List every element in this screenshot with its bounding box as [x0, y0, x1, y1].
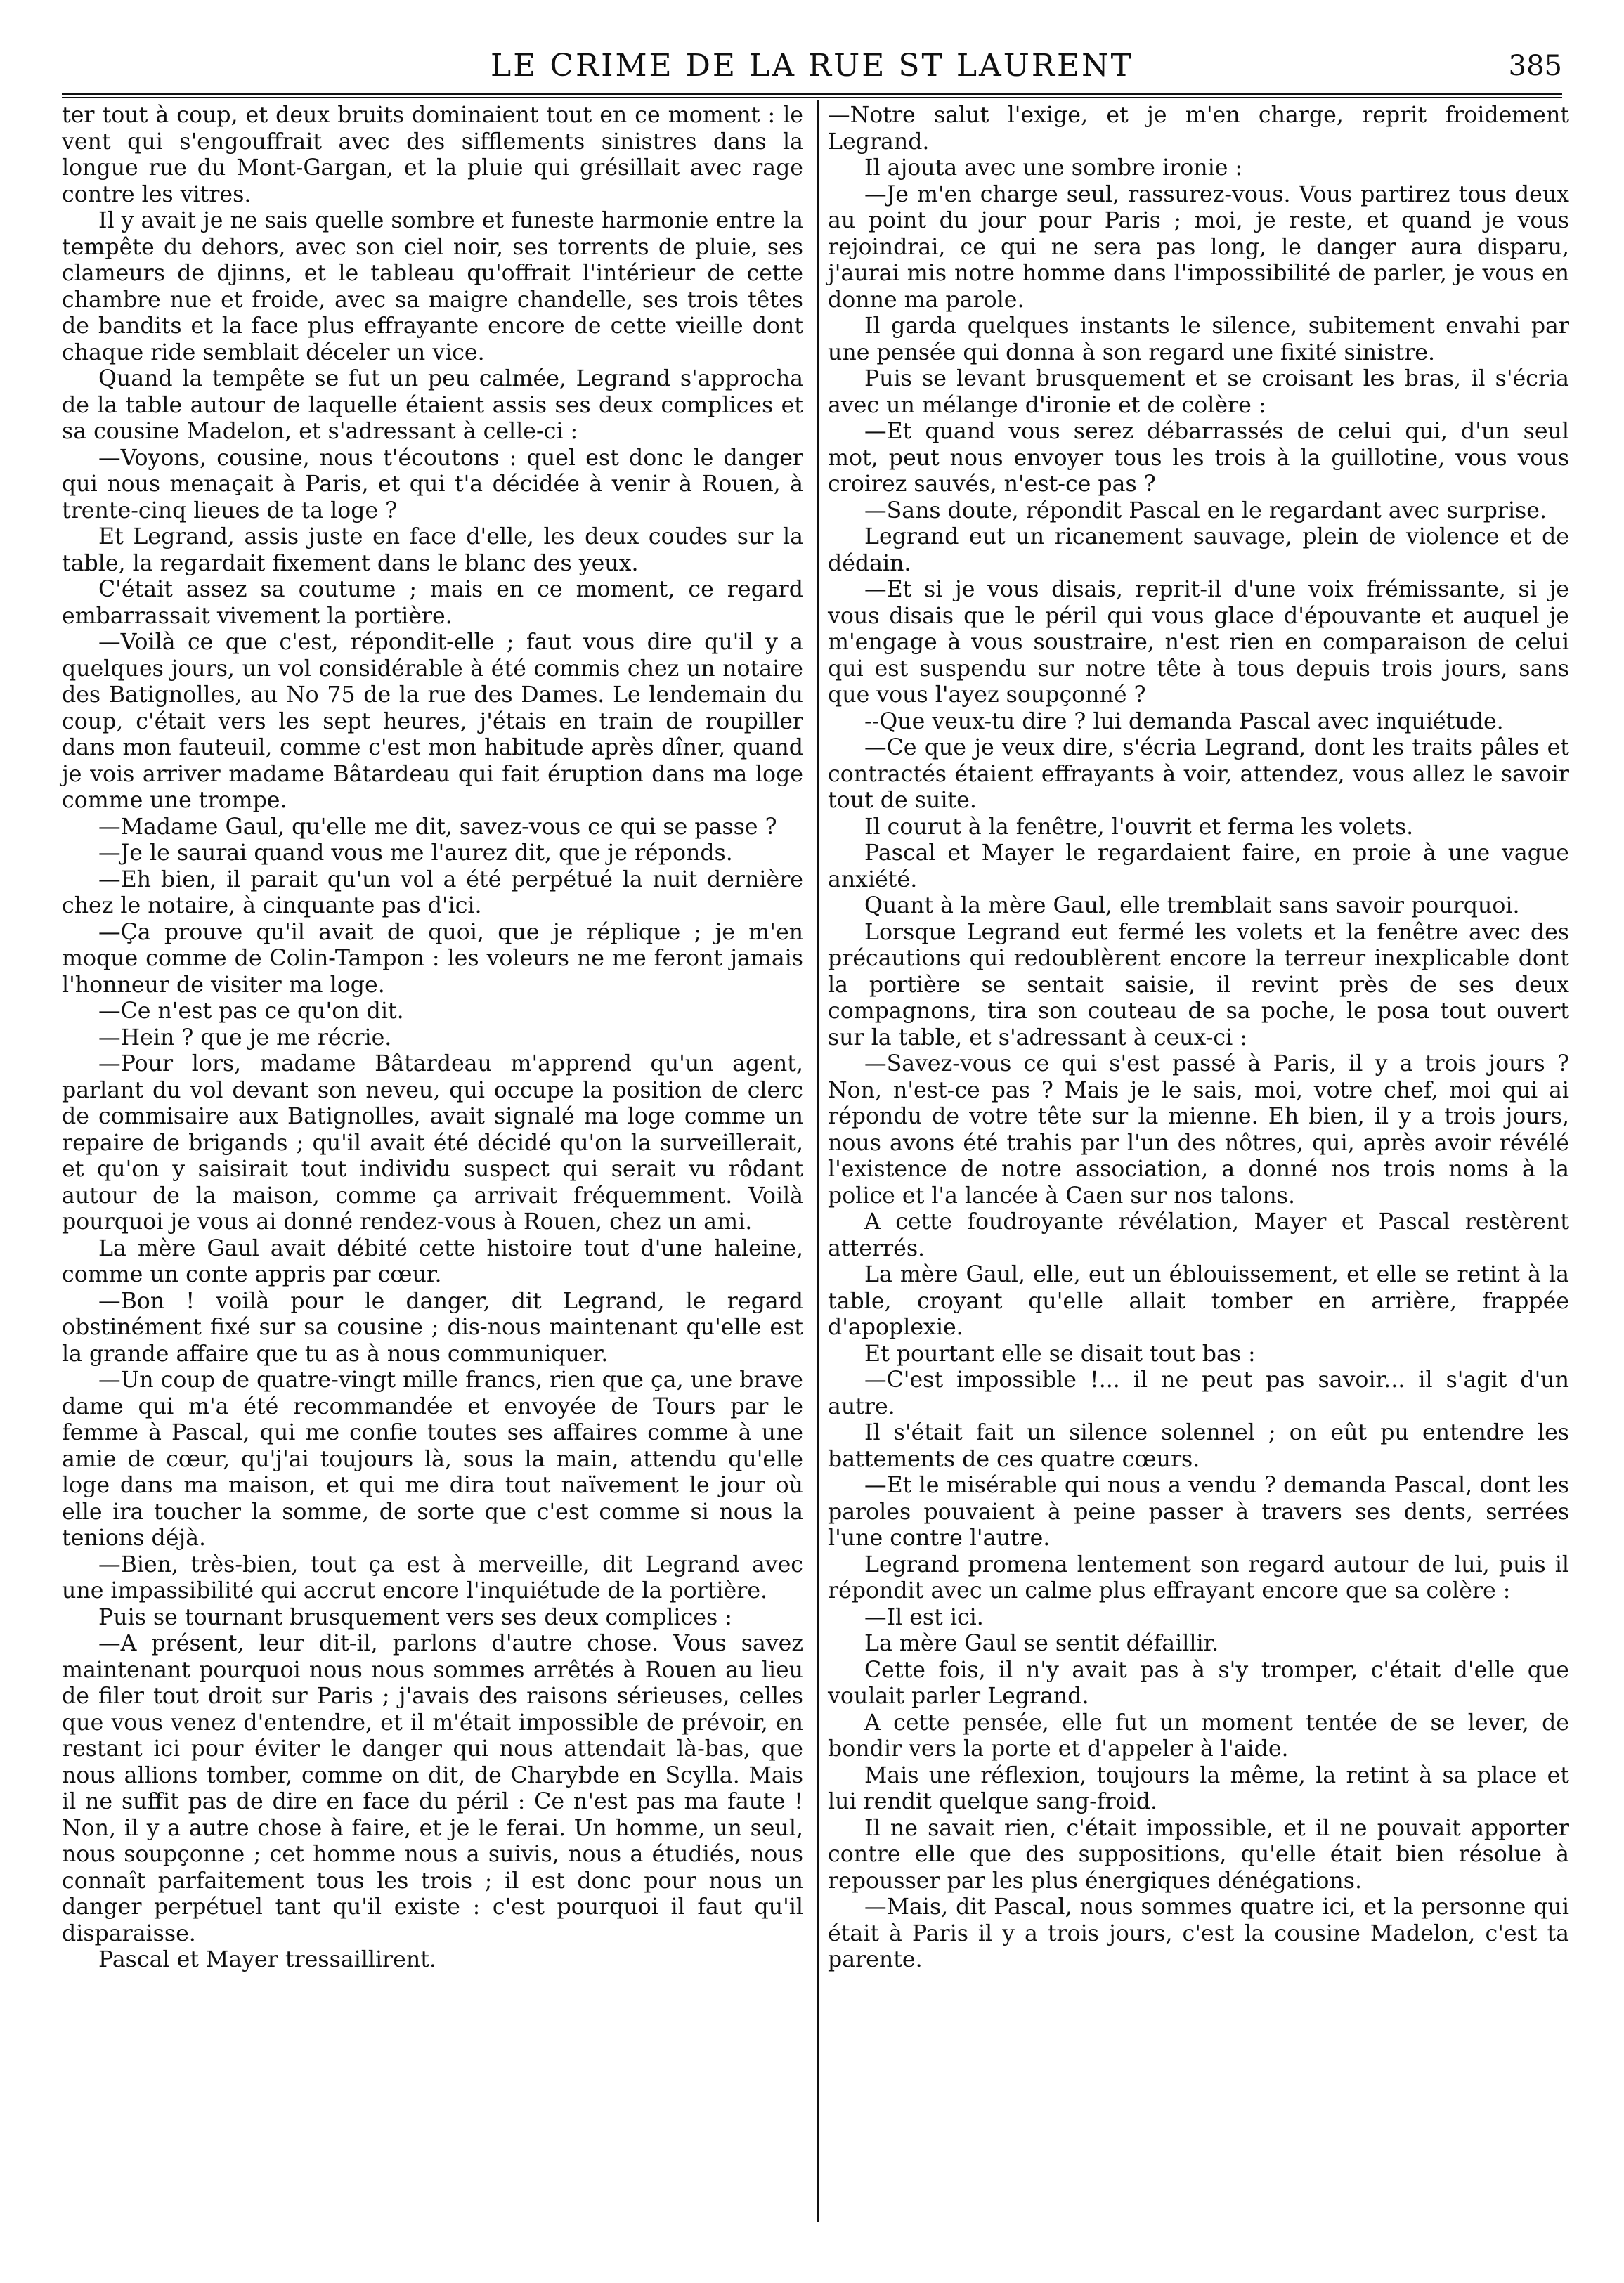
- paragraph: La mère Gaul se sentit défaillir.: [864, 1631, 1219, 1656]
- paragraph: Pascal et Mayer le regardaient faire, en proie à une vague anxiété.: [828, 840, 1569, 892]
- paragraph: —Hein ? que je me récrie.: [98, 1025, 392, 1051]
- paragraph: —Il est ici.: [864, 1604, 984, 1630]
- paragraph: —Mais, dit Pascal, nous sommes quatre ici, et la personne qui était à Paris il y a trois jours, c'est la cousine Madelon, c'est ta parente.: [828, 1894, 1569, 1972]
- header-rule-thin: [62, 97, 1562, 98]
- paragraph: A cette pensée, elle fut un moment tentée de se lever, de bondir vers la porte et d'appeler à l'aide.: [828, 1710, 1569, 1762]
- paragraph: —Je m'en charge seul, rassurez-vous. Vous partirez tous deux au point du jour pour Paris ; moi, je reste, et quand je vous rejoindrai, ce qui ne sera pas long, le danger aura disparu, j'aurai mis notre homme dans l'impossibilité de parler, je vous en donne ma parole.: [828, 181, 1569, 313]
- paragraph: —Notre salut l'exige, et je m'en charge, reprit froidement Legrand.: [828, 103, 1569, 155]
- paragraph: —C'est impossible !... il ne peut pas savoir... il s'agit d'un autre.: [828, 1367, 1569, 1419]
- right-column: [828, 103, 1569, 1974]
- paragraph: —Je le saurai quand vous me l'aurez dit, que je réponds.: [98, 840, 733, 866]
- header-rule: [62, 93, 1562, 95]
- paragraph: Il s'était fait un silence solennel ; on eût pu entendre les battements de ces quatre cœurs.: [828, 1420, 1569, 1472]
- paragraph: —Ça prouve qu'il avait de quoi, que je réplique ; je m'en moque comme de Colin-Tampon : les voleurs ne me feront jamais l'honneur de visiter ma loge.: [62, 919, 803, 998]
- paragraph: Il courut à la fenêtre, l'ouvrit et ferma les volets.: [864, 814, 1414, 840]
- column-divider: [817, 100, 819, 2222]
- paragraph: —Bien, très-bien, tout ça est à merveille, dit Legrand avec une impassibilité qui accrut encore l'inquiétude de la portière.: [62, 1552, 803, 1604]
- paragraph: Puis se levant brusquement et se croisant les bras, il s'écria avec un mélange d'ironie et de colère :: [828, 366, 1569, 418]
- paragraph: ter tout à coup, et deux bruits dominaient tout en ce moment : le vent qui s'engouffrait avec des sifflements sinistres dans la longue rue du Mont-Gargan, et la pluie qui grésillait avec rage contre les vitres.: [62, 103, 803, 207]
- page-header: [62, 46, 1562, 91]
- paragraph: —Voilà ce que c'est, répondit-elle ; faut vous dire qu'il y a quelques jours, un vol considérable à été commis chez un notaire des Batignolles, au No 75 de la rue des Dames. Le lendemain du coup, c'était vers les sept heures, j'étais en train de roupiller dans mon fauteuil, comme c'est mon habitude après dîner, quand je vois arriver madame Bâtardeau qui fait éruption dans ma loge comme une trompe.: [62, 630, 803, 813]
- paragraph: Il ne savait rien, c'était impossible, et il ne pouvait apporter contre elle que des suppositions, qu'elle était bien résolue à repousser par les plus énergiques dénégations.: [828, 1815, 1569, 1894]
- paragraph: La mère Gaul, elle, eut un éblouissement, et elle se retint à la table, croyant qu'elle allait tomber en arrière, frappée d'apoplexie.: [828, 1262, 1569, 1340]
- left-column: [62, 103, 803, 1974]
- paragraph: Quand la tempête se fut un peu calmée, Legrand s'approcha de la table autour de laquelle étaient assis ses deux complices et sa cousine Madelon, et s'adressant à celle-ci :: [62, 366, 803, 444]
- paragraph: —Voyons, cousine, nous t'écoutons : quel est donc le danger qui nous menaçait à Paris, et qui t'a décidée à venir à Rouen, à trente-cinq lieues de ta loge ?: [62, 445, 803, 523]
- paragraph: —Et le misérable qui nous a vendu ? demanda Pascal, dont les paroles pouvaient à peine passer à travers ses dents, serrées l'une contre l'autre.: [828, 1473, 1569, 1551]
- paragraph: —Madame Gaul, qu'elle me dit, savez-vous ce qui se passe ?: [98, 814, 777, 840]
- paragraph: Il y avait je ne sais quelle sombre et funeste harmonie entre la tempête du dehors, avec son ciel noir, ses torrents de pluie, ses clameurs de djinns, et le tableau qu'offrait l'intérieur de cette chambre nue et froide, avec sa maigre chandelle, ses trois têtes de bandits et la face plus effrayante encore de cette vieille dont chaque ride semblait déceler un vice.: [62, 208, 803, 365]
- running-title: LE CRIME DE LA RUE ST LAURENT: [491, 48, 1133, 84]
- paragraph: —Eh bien, il parait qu'un vol a été perpétué la nuit dernière chez le notaire, à cinquante pas d'ici.: [62, 866, 803, 918]
- paragraph: Mais une réflexion, toujours la même, la retint à sa place et lui rendit quelque sang-froid.: [828, 1762, 1569, 1814]
- paragraph: —Ce n'est pas ce qu'on dit.: [98, 999, 404, 1024]
- paragraph: A cette foudroyante révélation, Mayer et Pascal restèrent atterrés.: [828, 1209, 1569, 1261]
- paragraph: —Pour lors, madame Bâtardeau m'apprend qu'un agent, parlant du vol devant son neveu, qui occupe la position de clerc de commisaire aux Batignolles, avait signalé ma loge comme un repaire de brigands ; qu'il avait été décidé qu'on la surveillerait, et qu'on y saisirait tout individu suspect qui serait vu rôdant autour de la maison, comme ça arrivait fréquemment. Voilà pourquoi je vous ai donné rendez-vous à Rouen, chez un ami.: [62, 1051, 803, 1235]
- paragraph: Legrand promena lentement son regard autour de lui, puis il répondit avec un calme plus effrayant encore que sa colère :: [828, 1552, 1569, 1604]
- paragraph: —Bon ! voilà pour le danger, dit Legrand, le regard obstinément fixé sur sa cousine ; dis-nous maintenant qu'elle est la grande affaire que tu as à nous communiquer.: [62, 1288, 803, 1367]
- paragraph: Cette fois, il n'y avait pas à s'y tromper, c'était d'elle que voulait parler Legrand.: [828, 1657, 1569, 1709]
- page-number: 385: [1508, 50, 1562, 82]
- paragraph: Pascal et Mayer tressaillirent.: [98, 1947, 436, 1972]
- paragraph: Et pourtant elle se disait tout bas :: [864, 1341, 1256, 1367]
- paragraph: —Ce que je veux dire, s'écria Legrand, dont les traits pâles et contractés étaient effrayants à voir, attendez, vous allez le savoir tout de suite.: [828, 735, 1569, 813]
- paragraph: La mère Gaul avait débité cette histoire tout d'une haleine, comme un conte appris par cœur.: [62, 1235, 803, 1287]
- paragraph: --Que veux-tu dire ? lui demanda Pascal avec inquiétude.: [864, 708, 1504, 734]
- paragraph: —Et si je vous disais, reprit-il d'une voix frémissante, si je vous disais que le péril qui vous glace d'épouvante et auquel je m'engage à vous soustraire, n'est rien en comparaison de celui qui est suspendu sur notre tête à tous depuis trois jours, sans que vous l'ayez soupçonné ?: [828, 577, 1569, 708]
- paragraph: C'était assez sa coutume ; mais en ce moment, ce regard embarrassait vivement la portière.: [62, 577, 803, 629]
- paragraph: Puis se tournant brusquement vers ses deux complices :: [98, 1604, 732, 1630]
- paragraph: Quant à la mère Gaul, elle tremblait sans savoir pourquoi.: [864, 893, 1520, 918]
- paragraph: Lorsque Legrand eut fermé les volets et la fenêtre avec des précautions qui redoublèrent encore la terreur inexplicable dont la portière se sentait saisie, il revint près de ses deux compagnons, tira son couteau de sa poche, le posa tout ouvert sur la table, et s'adressant à ceux-ci :: [828, 919, 1569, 1051]
- paragraph: Il ajouta avec une sombre ironie :: [864, 155, 1243, 181]
- paragraph: —Sans doute, répondit Pascal en le regardant avec surprise.: [864, 497, 1547, 523]
- paragraph: Il garda quelques instants le silence, subitement envahi par une pensée qui donna à son regard une fixité sinistre.: [828, 313, 1569, 365]
- paragraph: —A présent, leur dit-il, parlons d'autre chose. Vous savez maintenant pourquoi nous nous sommes arrêtés à Rouen au lieu de filer tout droit sur Paris ; j'avais des raisons sérieuses, celles que vous venez d'entendre, et il m'était impossible de prévoir, en restant ici pour éviter le danger qui nous attendait là-bas, que nous allions tomber, comme on dit, de Charybde en Scylla. Mais il ne suffit pas de dire en face du péril : Ce n'est pas ma faute ! Non, il y a autre chose à faire, et je le ferai. Un homme, un seul, nous soupçonne ; cet homme nous a suivis, nous a étudiés, nous connaît parfaitement tous les trois ; il est donc pour nous un danger perpétuel tant qu'il existe : c'est pourquoi il faut qu'il disparaisse.: [62, 1631, 803, 1946]
- paragraph: —Un coup de quatre-vingt mille francs, rien que ça, une brave dame qui m'a été recommandée et envoyée de Tours par le femme à Pascal, qui me confie toutes ses affaires comme à une amie de cœur, qu'j'ai toujours là, sous la main, attendu qu'elle loge dans ma maison, et qui me dira tout naïvement le jour où elle ira toucher la somme, de sorte que c'est comme si nous la tenions déjà.: [62, 1367, 803, 1551]
- paragraph: Et Legrand, assis juste en face d'elle, les deux coudes sur la table, la regardait fixement dans le blanc des yeux.: [62, 524, 803, 576]
- paragraph: —Savez-vous ce qui s'est passé à Paris, il y a trois jours ? Non, n'est-ce pas ? Mais je le sais, moi, votre chef, moi qui ai répondu de votre tête sur la mienne. Eh bien, il y a trois jours, nous avons été trahis par l'un des nôtres, qui, après avoir révélé l'existence de notre association, a donné nos trois noms à la police et l'a lancée à Caen sur nos talons.: [828, 1051, 1569, 1209]
- paragraph: —Et quand vous serez débarrassés de celui qui, d'un seul mot, peut nous envoyer tous les trois à la guillotine, vous vous croirez sauvés, n'est-ce pas ?: [828, 419, 1569, 497]
- paragraph: Legrand eut un ricanement sauvage, plein de violence et de dédain.: [828, 524, 1569, 576]
